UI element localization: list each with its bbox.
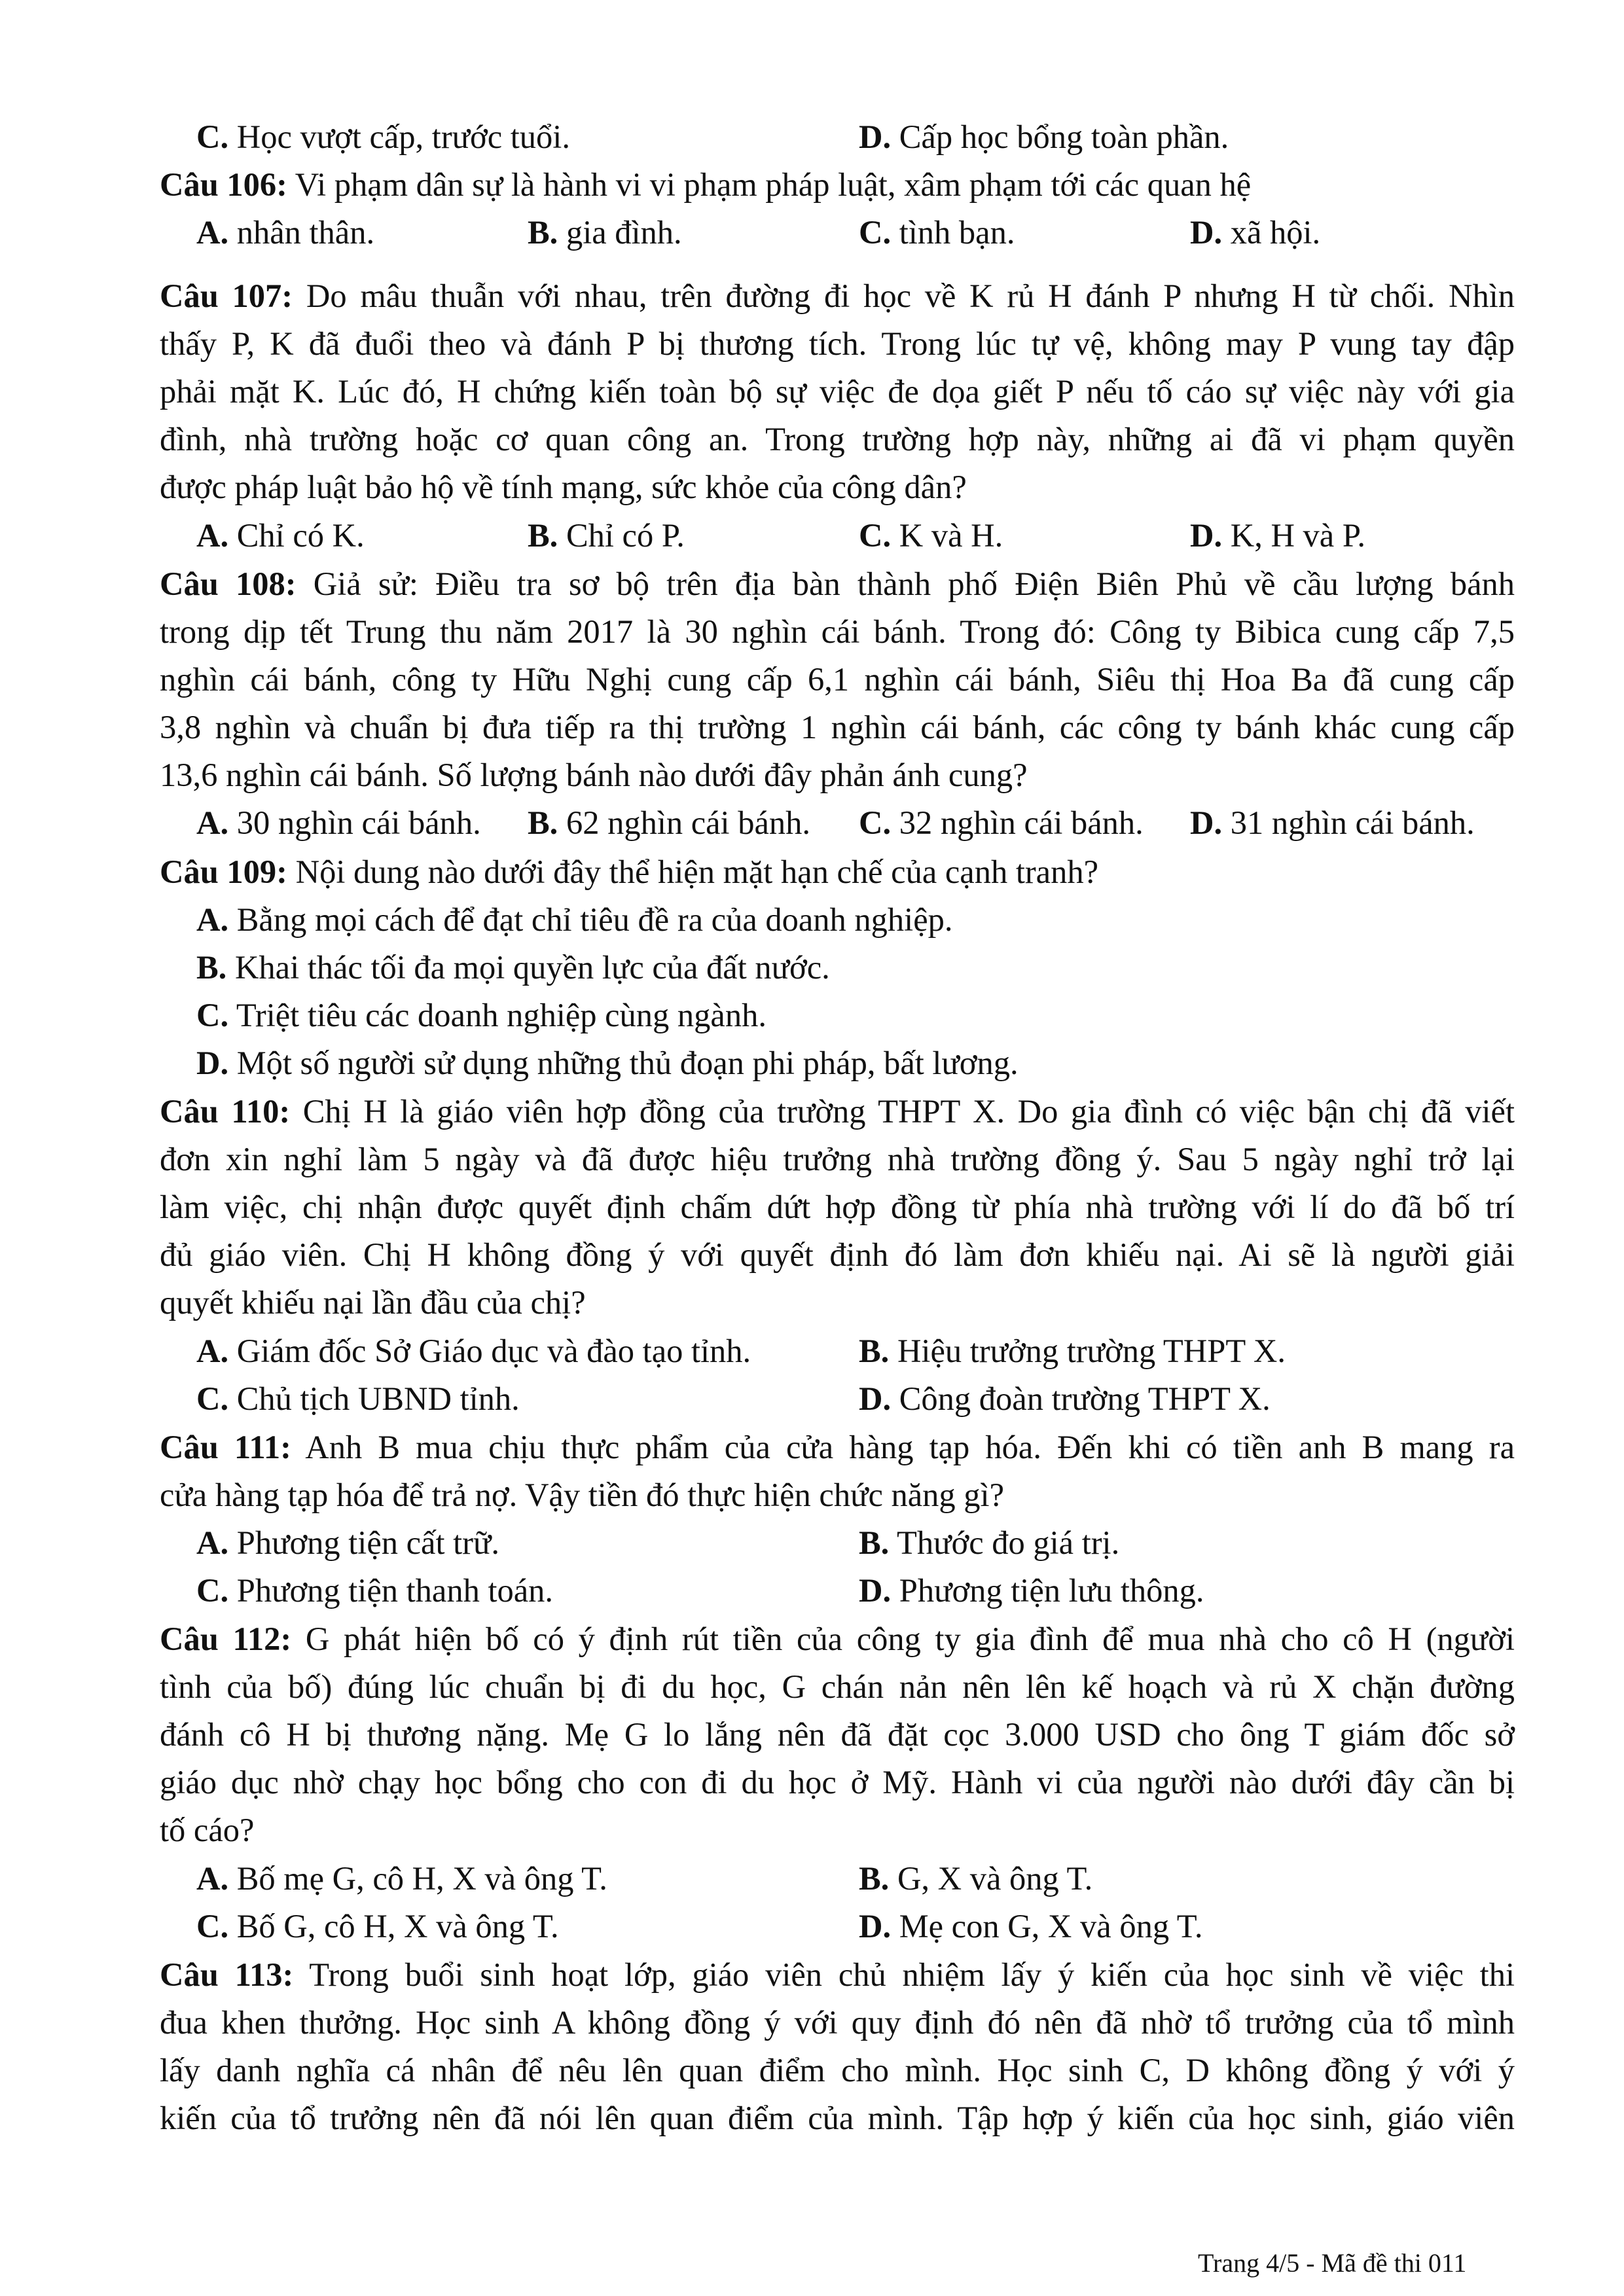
question-text-line: tố cáo? <box>160 1812 255 1848</box>
question-text-line: trong dịp tết Trung thu năm 2017 là 30 nghìn cái bánh. Trong đó: Công ty Bibica cung cấp 7,5 <box>160 613 1515 650</box>
option-d: D. Phương tiện lưu thông. <box>859 1572 1204 1609</box>
question-text-line: 3,8 nghìn và chuẩn bị đưa tiếp ra thị trường 1 nghìn cái bánh, các công ty bánh khác cung cấp <box>160 709 1515 745</box>
question-text-line: đủ giáo viên. Chị H không đồng ý với quyết định đó làm đơn khiếu nại. Ai sẽ là người giải <box>160 1236 1515 1273</box>
option-a: A. 30 nghìn cái bánh. <box>196 804 481 841</box>
question-text-line: quyết khiếu nại lần đầu của chị? <box>160 1284 586 1321</box>
option-d: D. Mẹ con G, X và ông T. <box>859 1908 1203 1945</box>
option-b: B. Thước đo giá trị. <box>859 1524 1120 1561</box>
option-c: C. Triệt tiêu các doanh nghiệp cùng ngành. <box>196 997 767 1033</box>
option-b: B. Chỉ có P. <box>528 517 685 554</box>
question-113: Câu 113: Trong buổi sinh hoạt lớp, giáo viên chủ nhiệm lấy ý kiến của học sinh về việc thi <box>160 1956 1515 1993</box>
question-text-line: đình, nhà trường hoặc cơ quan công an. Trong trường hợp này, những ai đã vi phạm quyền <box>160 421 1515 457</box>
question-106: Câu 106: Vi phạm dân sự là hành vi vi phạm pháp luật, xâm phạm tới các quan hệ <box>160 166 1252 203</box>
question-text-line: giáo dục nhờ chạy học bổng cho con đi du học ở Mỹ. Hành vi của người nào dưới đây cần bị <box>160 1764 1515 1801</box>
option-c: C. Bố G, cô H, X và ông T. <box>196 1908 559 1945</box>
question-text-line: đánh cô H bị thương nặng. Mẹ G lo lắng nên đã đặt cọc 3.000 USD cho ông T giám đốc sở <box>160 1716 1515 1753</box>
question-112: Câu 112: G phát hiện bố có ý định rút tiền của công ty gia đình để mua nhà cho cô H (người <box>160 1621 1515 1657</box>
option-d: D. K, H và P. <box>1190 517 1365 554</box>
option-c: C. Học vượt cấp, trước tuổi. <box>196 118 570 155</box>
option-b: B. 62 nghìn cái bánh. <box>528 804 810 841</box>
question-text-line: tình của bố) đúng lúc chuẩn bị đi du học, G chán nản nên lên kế hoạch và rủ X chặn đường <box>160 1668 1515 1705</box>
option-c: C. Phương tiện thanh toán. <box>196 1572 554 1609</box>
question-text-line: lấy danh nghĩa cá nhân để nêu lên quan điểm cho mình. Học sinh C, D không đồng ý với ý <box>160 2052 1515 2089</box>
option-d: D. 31 nghìn cái bánh. <box>1190 804 1475 841</box>
option-d: D. Cấp học bổng toàn phần. <box>859 118 1229 155</box>
option-d: D. Một số người sử dụng những thủ đoạn phi pháp, bất lương. <box>196 1045 1019 1081</box>
option-d: D. xã hội. <box>1190 214 1321 251</box>
question-text-line: nghìn cái bánh, công ty Hữu Nghị cung cấp 6,1 nghìn cái bánh, Siêu thị Hoa Ba đã cung cấp <box>160 661 1515 698</box>
option-d: D. Công đoàn trường THPT X. <box>859 1380 1271 1417</box>
question-108: Câu 108: Giả sử: Điều tra sơ bộ trên địa bàn thành phố Điện Biên Phủ về cầu lượng bánh <box>160 565 1515 602</box>
option-a: A. Chỉ có K. <box>196 517 365 554</box>
option-b: B. Hiệu trưởng trường THPT X. <box>859 1333 1286 1369</box>
option-a: A. Bằng mọi cách để đạt chỉ tiêu đề ra của doanh nghiệp. <box>196 901 953 938</box>
option-c: C. Chủ tịch UBND tỉnh. <box>196 1380 520 1417</box>
question-111: Câu 111: Anh B mua chịu thực phẩm của cửa hàng tạp hóa. Đến khi có tiền anh B mang ra <box>160 1429 1515 1465</box>
question-text-line: cửa hàng tạp hóa để trả nợ. Vậy tiền đó thực hiện chức năng gì? <box>160 1477 1004 1513</box>
option-a: A. Bố mẹ G, cô H, X và ông T. <box>196 1860 607 1897</box>
question-text-line: phải mặt K. Lúc đó, H chứng kiến toàn bộ sự việc đe dọa giết P nếu tố cáo sự việc này với gia <box>160 373 1515 410</box>
question-text-line: được pháp luật bảo hộ về tính mạng, sức khỏe của công dân? <box>160 469 967 505</box>
question-text-line: 13,6 nghìn cái bánh. Số lượng bánh nào dưới đây phản ánh cung? <box>160 757 1028 793</box>
option-c: C. K và H. <box>859 517 1003 554</box>
option-c: C. 32 nghìn cái bánh. <box>859 804 1144 841</box>
option-b: B. Khai thác tối đa mọi quyền lực của đất nước. <box>196 949 830 986</box>
question-text-line: làm việc, chị nhận được quyết định chấm dứt hợp đồng từ phía nhà trường với lí do đã bố trí <box>160 1189 1515 1225</box>
option-b: B. gia đình. <box>528 214 682 251</box>
option-a: A. Phương tiện cất trữ. <box>196 1524 499 1561</box>
question-text-line: đơn xin nghỉ làm 5 ngày và đã được hiệu trưởng nhà trường đồng ý. Sau 5 ngày nghỉ trở lại <box>160 1141 1515 1177</box>
page-footer: Trang 4/5 - Mã đề thi 011 <box>1198 2248 1467 2278</box>
question-110: Câu 110: Chị H là giáo viên hợp đồng của trường THPT X. Do gia đình có việc bận chị đã viết <box>160 1093 1515 1130</box>
option-b: B. G, X và ông T. <box>859 1860 1093 1897</box>
option-c: C. tình bạn. <box>859 214 1015 251</box>
question-109: Câu 109: Nội dung nào dưới đây thể hiện mặt hạn chế của cạnh tranh? <box>160 853 1099 890</box>
question-107: Câu 107: Do mâu thuẫn với nhau, trên đường đi học về K rủ H đánh P nhưng H từ chối. Nhìn <box>160 278 1515 314</box>
question-text-line: thấy P, K đã đuổi theo và đánh P bị thương tích. Trong lúc tự vệ, không may P vung tay đập <box>160 325 1515 362</box>
question-text-line: đua khen thưởng. Học sinh A không đồng ý với quy định đó nên đã nhờ tổ trưởng của tổ mình <box>160 2004 1515 2041</box>
question-text-line: kiến của tổ trưởng nên đã nói lên quan điểm của mình. Tập hợp ý kiến của học sinh, giáo viên <box>160 2100 1515 2136</box>
option-a: A. Giám đốc Sở Giáo dục và đào tạo tỉnh. <box>196 1333 751 1369</box>
option-a: A. nhân thân. <box>196 214 375 251</box>
